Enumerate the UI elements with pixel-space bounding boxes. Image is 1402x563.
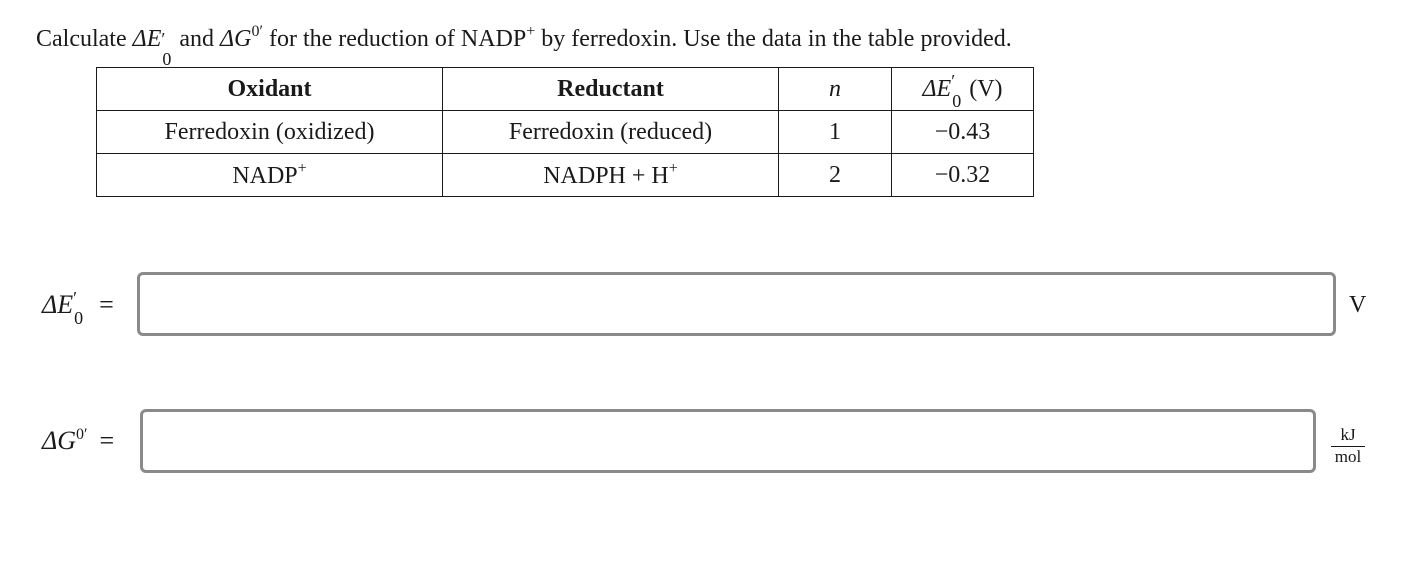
cell-delta-e: −0.43 xyxy=(892,111,1034,154)
plus-superscript: + xyxy=(526,23,536,40)
delta-e-unit: V xyxy=(1349,292,1367,318)
cell-oxidant: Ferredoxin (oxidized) xyxy=(97,111,443,154)
cell-delta-e: −0.32 xyxy=(892,154,1034,197)
unit-numerator: kJ xyxy=(1331,425,1365,447)
question-prefix: Calculate xyxy=(36,26,133,52)
delta-g-superscript: 0′ xyxy=(251,23,263,40)
table-row xyxy=(97,111,1034,154)
question-suffix: by ferredoxin. Use the data in the table provided. xyxy=(535,26,1012,52)
header-reductant: Reductant xyxy=(443,68,779,111)
question-mid: for the reduction of NADP xyxy=(262,26,527,52)
question-text xyxy=(36,14,1012,69)
header-delta-e: ΔE ′ 0 (V) xyxy=(892,68,1034,111)
header-oxidant: Oxidant xyxy=(97,68,443,111)
unit-denominator: mol xyxy=(1334,447,1362,466)
data-table xyxy=(96,67,1034,197)
delta-e-input[interactable] xyxy=(137,272,1336,336)
delta-g-answer-label: $\Delta G^{0'}$ = xyxy=(42,426,115,455)
cell-oxidant: NADP+ xyxy=(97,154,443,197)
cell-n: 2 xyxy=(779,154,892,197)
table-row xyxy=(97,154,1034,197)
delta-g-unit xyxy=(1331,425,1365,467)
delta-g-input[interactable] xyxy=(140,409,1316,473)
cell-n: 1 xyxy=(779,111,892,154)
header-n: n xyxy=(779,68,892,111)
question-and: and xyxy=(173,26,221,52)
delta-e-symbol: ΔE xyxy=(132,26,162,52)
table-header-row xyxy=(97,68,1034,111)
cell-reductant: Ferredoxin (reduced) xyxy=(443,111,779,154)
prime-subscript: ′ 0 xyxy=(161,29,172,69)
delta-e-answer-label: ΔE ′ 0 = xyxy=(42,288,114,328)
delta-g-symbol: ΔG xyxy=(220,26,252,52)
cell-reductant: NADPH + H+ xyxy=(443,154,779,197)
